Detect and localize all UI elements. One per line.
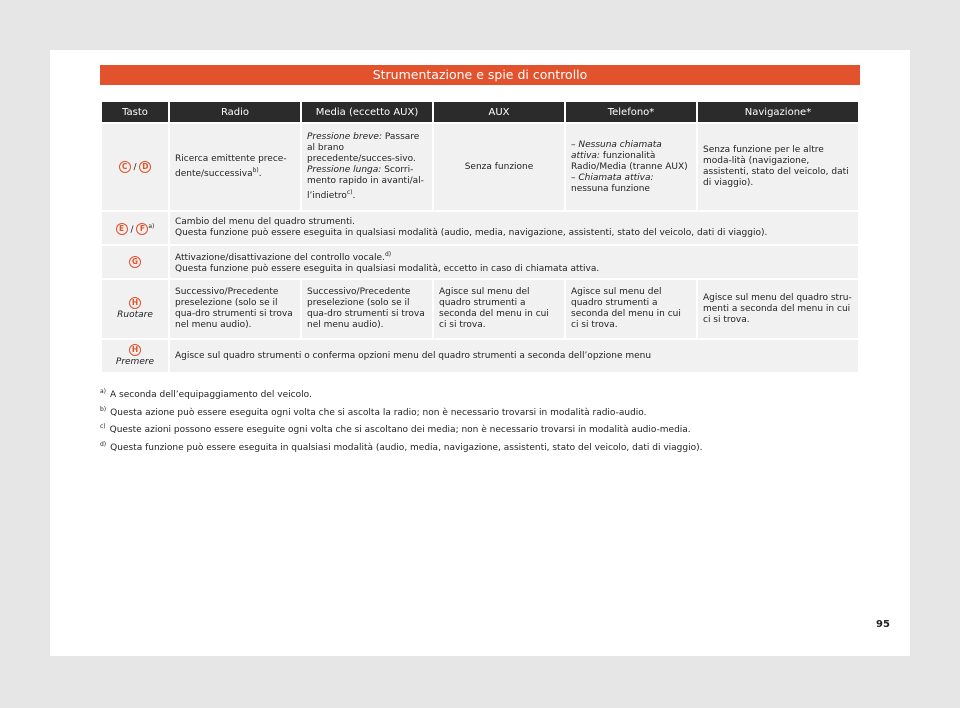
cell-aux: Senza funzione <box>434 124 564 210</box>
table-header-row <box>102 102 858 122</box>
key-separator: / <box>130 224 134 235</box>
col-header-telefono: Telefono* <box>566 102 696 122</box>
cell-text: Cambio del menu del quadro strumenti. <box>175 217 355 227</box>
footnote-ref: a) <box>148 222 155 230</box>
key-d-icon: D <box>139 161 151 173</box>
cell-span <box>170 246 858 278</box>
col-header-aux: AUX <box>434 102 564 122</box>
cell-navigazione: Senza funzione per le altre moda-lità (navigazione, assistenti, stato del veicolo, dati di viaggio). <box>698 124 858 210</box>
key-cell-g <box>102 246 168 278</box>
footnote-ref: c) <box>346 189 353 196</box>
key-cell-h-rotate <box>102 280 168 338</box>
col-header-navigazione: Navigazione* <box>698 102 858 122</box>
footnote-mark: c) <box>100 423 106 430</box>
key-c-icon: C <box>119 161 131 173</box>
cell-aux: Agisce sul menu del quadro strumenti a seconda del menu in cui ci si trova. <box>434 280 564 338</box>
cell-text: Questa funzione può essere eseguita in qualsiasi modalità (audio, media, navigazione, assistenti, stato del veicolo, dati di viaggio). <box>175 228 768 238</box>
page-number: 95 <box>876 619 890 630</box>
footnote-ref: b) <box>252 167 259 174</box>
table-row <box>102 340 858 372</box>
section-title: Strumentazione e spie di controllo <box>100 65 860 85</box>
footnote-mark: b) <box>100 405 107 413</box>
label-long-press: Pressione lunga: <box>307 165 382 175</box>
cell-text: Scorri-mento rapido in avanti/al-l’indietro <box>307 165 424 201</box>
table-row <box>102 212 858 244</box>
footnote <box>100 406 860 418</box>
key-h-icon: H <box>129 344 141 356</box>
key-cell-cd <box>102 124 168 210</box>
key-cell-ef <box>102 212 168 244</box>
cell-media: Successivo/Precedente preselezione (solo se il qua-dro strumenti si trova nel menu audio). <box>302 280 432 338</box>
cell-navigazione: Agisce sul menu del quadro stru-menti a seconda del menu in cui ci si trova. <box>698 280 858 338</box>
footnote-text: A seconda dell’equipaggiamento del veicolo. <box>110 390 312 400</box>
cell-telefono <box>566 124 696 210</box>
key-e-icon: E <box>116 223 128 235</box>
key-g-icon: G <box>129 256 141 268</box>
footnote-text: Questa azione può essere eseguita ogni volta che si ascolta la radio; non è necessario trovarsi in modalità radio-audio. <box>110 407 647 418</box>
footnote <box>100 423 860 435</box>
col-header-radio: Radio <box>170 102 300 122</box>
key-cell-h-press <box>102 340 168 372</box>
col-header-media: Media (eccetto AUX) <box>302 102 432 122</box>
cell-text: Ricerca emittente prece-dente/successiva <box>175 154 287 179</box>
table-row <box>102 280 858 338</box>
cell-text: Attivazione/disattivazione del controllo vocale. <box>175 253 385 263</box>
footnote <box>100 441 860 453</box>
footnote-text: Questa funzione può essere eseguita in qualsiasi modalità (audio, media, navigazione, assistenti, stato del veicolo, dati di viaggio). <box>110 442 703 453</box>
footnotes <box>100 388 860 458</box>
cell-media: Pressione breve: Passare al brano precedente/succes-sivo. Pressione lunga: Scorri-mento rapido in avanti/al-l’indietro$^{c)}$. <box>302 124 432 210</box>
col-header-tasto: Tasto <box>102 102 168 122</box>
cell-text: nessuna funzione <box>571 183 650 194</box>
action-label: Ruotare <box>117 309 153 320</box>
cell-radio: Ricerca emittente prece-dente/successiva$^{b)}$. <box>170 124 300 210</box>
label-short-press: Pressione breve: <box>307 132 382 142</box>
cell-radio: Successivo/Precedente preselezione (solo se il qua-dro strumenti si trova nel menu audio). <box>170 280 300 338</box>
table-row <box>102 124 858 210</box>
controls-table <box>100 100 860 374</box>
key-h-icon: H <box>129 297 141 309</box>
label-no-call: – Nessuna chiamata attiva: <box>571 139 662 161</box>
cell-text: funzionalità Radio/Media (tranne AUX) <box>571 150 688 172</box>
cell-text: Passare al brano precedente/succes-sivo. <box>307 132 420 164</box>
footnote <box>100 388 860 400</box>
cell-span <box>170 212 858 244</box>
label-active-call: – Chiamata attiva: <box>571 172 654 183</box>
cell-telefono: Agisce sul menu del quadro strumenti a seconda del menu in cui ci si trova. <box>566 280 696 338</box>
footnote-text: Queste azioni possono essere eseguite ogni volta che si ascoltano dei media; non è necessario trovarsi in modalità audio-media. <box>109 425 691 435</box>
footnote-ref: d) <box>384 251 392 258</box>
footnote-mark: a) <box>100 388 107 395</box>
cell-span: Agisce sul quadro strumenti o conferma opzioni menu del quadro strumenti a seconda dell’opzione menu <box>170 340 858 372</box>
key-f-icon: F <box>136 223 148 235</box>
key-separator: / <box>133 162 137 173</box>
table-row <box>102 246 858 278</box>
footnote-mark: d) <box>100 440 107 448</box>
action-label: Premere <box>115 356 155 367</box>
cell-text: Questa funzione può essere eseguita in qualsiasi modalità, eccetto in caso di chiamata attiva. <box>175 264 600 274</box>
